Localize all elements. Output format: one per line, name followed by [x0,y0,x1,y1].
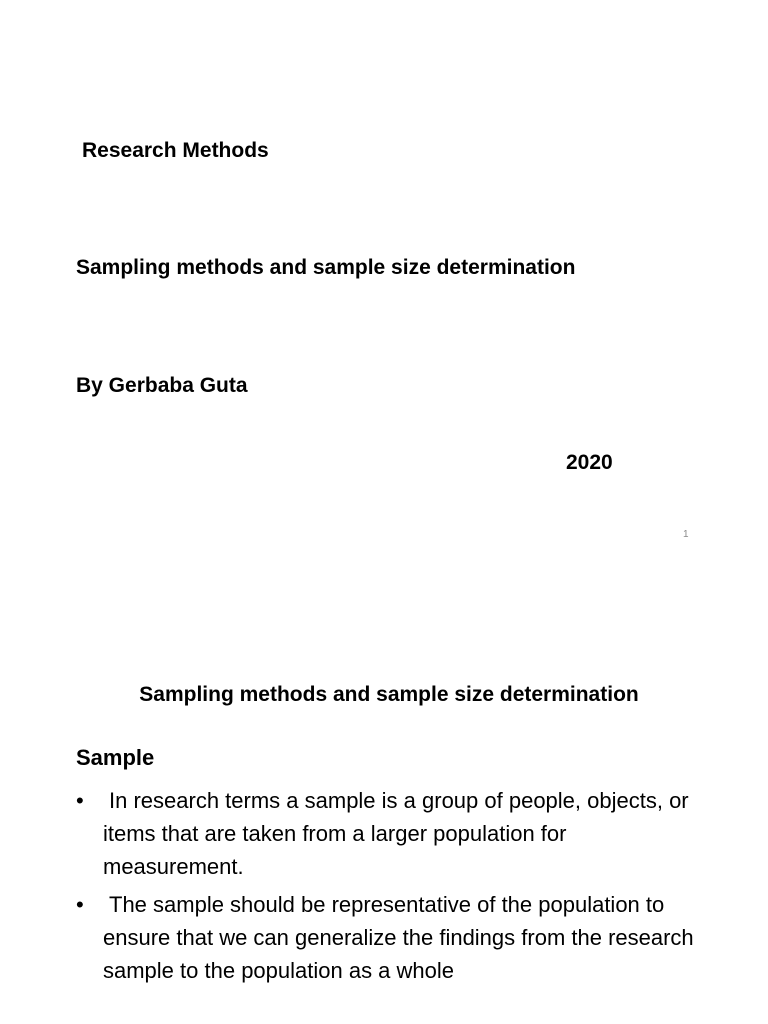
topic-title: Sampling methods and sample size determination [76,256,576,279]
bullet-item [76,888,696,987]
bullet-text: The sample should be representative of the population to ensure that we can generalize the findings from the research sample to the population as a whole [103,892,694,983]
bullet-dot-icon: • [76,892,84,917]
slide-number: 1 [683,529,689,540]
author-line: By Gerbaba Guta [76,374,248,397]
course-title: Research Methods [82,139,269,162]
bullet-item [76,784,696,883]
slide-title: Sampling methods and sample size determination [139,683,639,706]
bullet-list [76,784,696,992]
section-heading: Sample [76,745,155,770]
bullet-dot-icon: • [76,788,84,813]
slide-2 [0,576,768,1024]
year: 2020 [566,451,613,474]
bullet-text: In research terms a sample is a group of people, objects, or items that are taken from a larger population for measurement. [103,788,689,879]
